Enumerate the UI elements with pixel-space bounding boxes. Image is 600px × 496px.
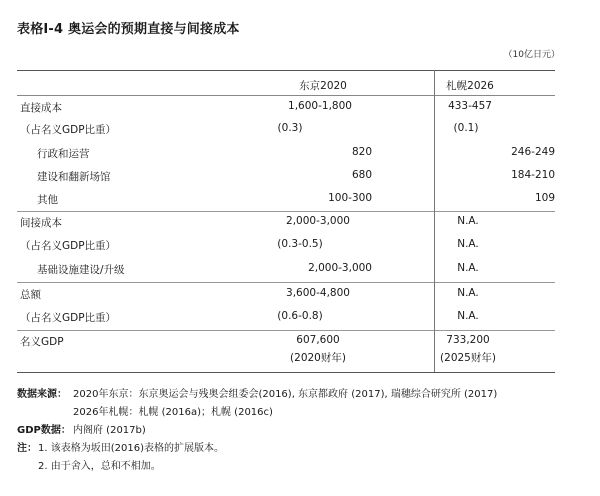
source-label: 数据来源： [17,389,67,400]
notes-label: 注： [17,443,37,454]
cell-tokyo: (0.3) [277,122,303,134]
row-label: 总额 [20,289,41,301]
cell-sapporo: 184-210 [511,169,555,181]
cell-tokyo: 607,600 [296,334,340,346]
cell-sapporo: N.A. [457,215,479,227]
cell-tokyo: 820 [351,146,372,158]
cell-tokyo: 680 [351,169,372,181]
cell-tokyo: 1,600-1,800 [288,100,352,112]
row-label: 直接成本 [20,102,62,114]
note-1: 1. 该表格为坂田(2016)表格的扩展版本。 [38,443,224,454]
row-label: 其他 [37,194,58,206]
cell-sapporo: N.A. [457,238,479,250]
gdp-year-sapporo: (2025财年) [440,352,496,364]
cell-tokyo: (0.6-0.8) [277,310,323,322]
section-rule-gdp [17,330,555,331]
cell-sapporo: 733,200 [446,334,490,346]
row-label: 名义GDP [20,336,64,348]
cell-sapporo: 433-457 [448,100,492,112]
row-label: 建设和翻新场馆 [37,171,111,183]
row-label: 间接成本 [20,217,62,229]
cell-sapporo: 109 [534,192,555,204]
cell-sapporo: N.A. [457,262,479,274]
table-title: 表格I-4 奥运会的预期直接与间接成本 [17,22,240,37]
cell-tokyo: 2,000-3,000 [286,215,350,227]
section-rule-total [17,282,555,283]
cell-sapporo: (0.1) [453,122,479,134]
column-header-tokyo: 东京2020 [299,80,347,92]
gdp-year-tokyo: (2020财年) [290,352,346,364]
row-label: 基础设施建设/升级 [37,264,125,276]
cell-tokyo: 100-300 [328,192,372,204]
cell-tokyo: (0.3-0.5) [277,238,323,250]
table-top-rule [17,70,555,71]
row-label: （占名义GDP比重） [20,312,117,324]
column-header-sapporo: 札幌2026 [446,80,494,92]
source-line-1: 2020年东京：东京奥运会与残奥会组委会(2016), 东京都政府 (2017), 瑞穗综合研究所 (2017) [73,389,498,400]
section-rule-indirect [17,211,555,212]
source-line-2: 2026年札幌：札幌 (2016a)；札幌 (2016c) [73,407,273,418]
cell-sapporo: N.A. [457,287,479,299]
column-divider [434,70,435,372]
cell-sapporo: N.A. [457,310,479,322]
row-label: （占名义GDP比重） [20,124,117,136]
header-rule [17,95,555,96]
row-label: （占名义GDP比重） [20,240,117,252]
gdp-source-text: 内阁府 (2017b) [73,425,146,436]
row-label: 行政和运营 [37,148,90,160]
cell-sapporo: 246-249 [511,146,555,158]
note-2: 2. 由于舍入，总和不相加。 [38,461,161,472]
cell-tokyo: 2,000-3,000 [308,262,372,274]
unit-label: （10亿日元） [503,50,560,60]
cell-tokyo: 3,600-4,800 [286,287,350,299]
gdp-source-label: GDP数据： [17,425,71,436]
table-bottom-rule [17,372,555,373]
